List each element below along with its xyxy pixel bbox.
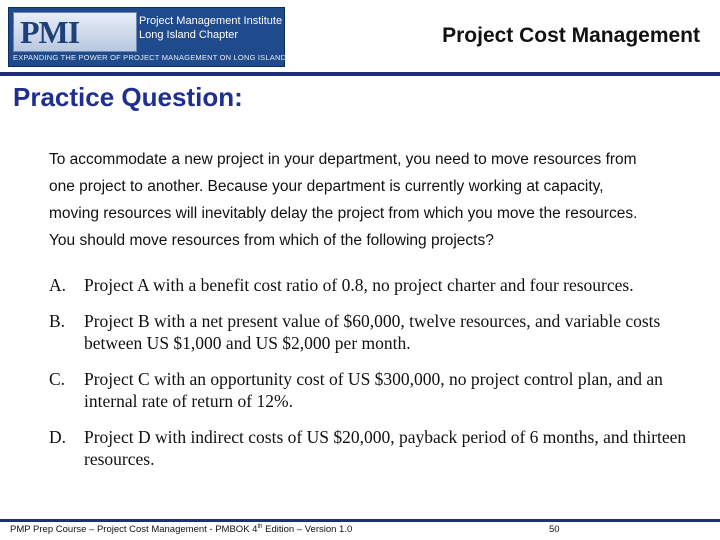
question-text: To accommodate a new project in your department, you need to move resources from one project to another. Because your department is currently working at capacity, moving resources will inevitably delay the project from which you move the resources. You should move resources from which of the following projects? [49, 151, 638, 249]
option-text: Project B with a net present value of $60,000, twelve resources, and variable costs between US $1,000 and US $2,000 per month. [84, 311, 661, 353]
logo-tagline: EXPANDING THE POWER OF PROJECT MANAGEMENT ON LONG ISLAND [13, 53, 287, 62]
footer-divider [0, 519, 720, 522]
page-title: Project Cost Management [442, 24, 700, 47]
logo-org-line2: Long Island Chapter [139, 29, 239, 41]
logo-org-name [139, 14, 282, 42]
answer-options [49, 274, 689, 484]
answer-option-a [49, 274, 689, 296]
option-text: Project D with indirect costs of US $20,000, payback period of 6 months, and thirteen resources. [84, 427, 687, 469]
option-letter: D. [49, 427, 67, 447]
footer-course-info [10, 524, 352, 535]
header-divider [0, 72, 720, 76]
footer-course-after: Edition – Version 1.0 [262, 524, 353, 536]
answer-option-c [49, 368, 689, 412]
option-text: Project C with an opportunity cost of US $300,000, no project control plan, and an internal rate of return of 12%. [84, 369, 663, 411]
logo-mark: PMI [20, 14, 80, 50]
option-letter: A. [49, 275, 67, 295]
answer-option-b [49, 310, 689, 354]
logo-org-line1: Project Management Institute [139, 15, 283, 27]
logo-mark-panel [13, 12, 137, 52]
answer-option-d [49, 426, 689, 470]
pmi-logo [8, 7, 285, 67]
footer-course-before: PMP Prep Course – Project Cost Management - PMBOK 4 [10, 524, 258, 536]
slide-heading: Practice Question: [13, 82, 243, 112]
option-letter: C. [49, 369, 66, 389]
footer-course-sup: th [257, 524, 263, 530]
option-text: Project A with a benefit cost ratio of 0.8, no project charter and four resources. [84, 275, 634, 295]
page-number: 50 [549, 524, 560, 535]
option-letter: B. [49, 311, 66, 331]
